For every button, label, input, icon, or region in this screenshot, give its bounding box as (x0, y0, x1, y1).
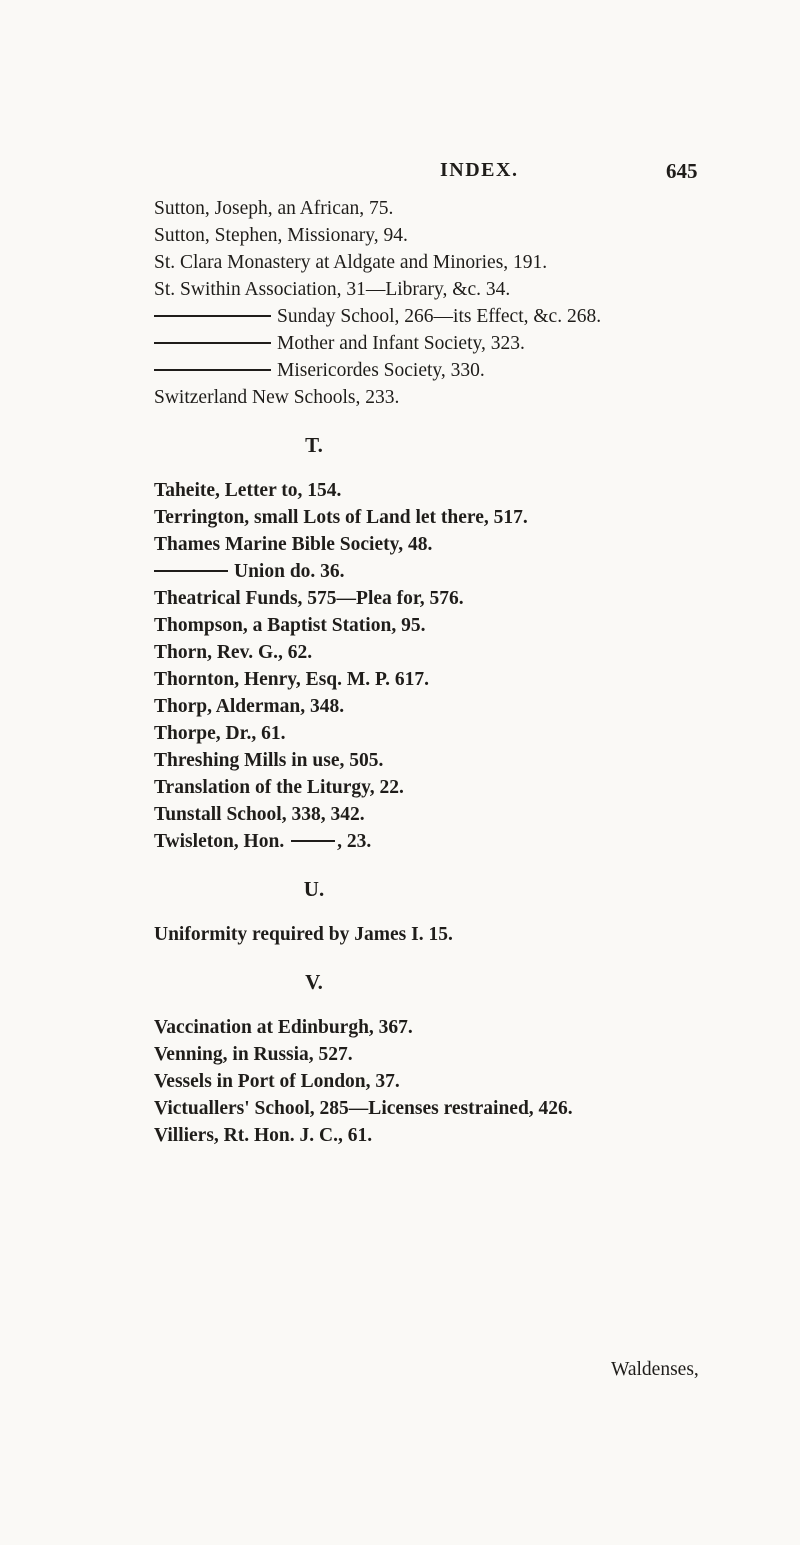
index-entry: Terrington, small Lots of Land let there, 517. (154, 507, 528, 528)
index-entry: Sutton, Stephen, Missionary, 94. (154, 225, 408, 246)
index-entry-text: Twisleton, Hon. (154, 831, 285, 852)
index-entry: Thorn, Rev. G., 62. (154, 642, 313, 663)
index-entry: Thorpe, Dr., 61. (154, 723, 286, 744)
running-head (0, 159, 800, 185)
catchword: Waldenses, (611, 1359, 699, 1380)
index-entry: Thorp, Alderman, 348. (154, 696, 345, 717)
blank-rule (291, 840, 335, 842)
index-subentry (154, 330, 754, 357)
section-letter-v: V. (305, 970, 323, 994)
index-entry: Villiers, Rt. Hon. J. C., 61. (154, 1125, 373, 1146)
index-entry: Vessels in Port of London, 37. (154, 1071, 400, 1092)
index-subentry (154, 303, 754, 330)
index-entry: St. Clara Monastery at Aldgate and Minories, 191. (154, 252, 548, 273)
index-entry-text: , 23. (337, 831, 372, 852)
index-entry: Taheite, Letter to, 154. (154, 480, 342, 501)
index-entry: Sutton, Joseph, an African, 75. (154, 198, 394, 219)
index-subentry (154, 558, 754, 585)
index-entry (154, 828, 754, 855)
index-entry: Thames Marine Bible Society, 48. (154, 534, 433, 555)
index-entry: Tunstall School, 338, 342. (154, 804, 365, 825)
index-entry: Translation of the Liturgy, 22. (154, 777, 404, 798)
index-entry: Switzerland New Schools, 233. (154, 387, 400, 408)
index-entry: Thompson, a Baptist Station, 95. (154, 615, 426, 636)
page-number: 645 (666, 159, 698, 183)
index-subentry-text: Sunday School, 266—its Effect, &c. 268. (277, 306, 602, 327)
index-subentry (154, 357, 754, 384)
section-letter-u: U. (303, 877, 325, 901)
index-entry: Threshing Mills in use, 505. (154, 750, 384, 771)
index-subentry-text: Misericordes Society, 330. (277, 360, 485, 381)
section-letter-t: T. (305, 433, 323, 457)
ditto-rule (154, 315, 271, 317)
index-entry: Uniformity required by James I. 15. (154, 924, 453, 945)
index-subentry-text: Union do. 36. (234, 561, 345, 582)
ditto-rule (154, 342, 271, 344)
index-entry: Victuallers' School, 285—Licenses restrained, 426. (154, 1098, 573, 1119)
index-entries (154, 195, 754, 1149)
index-entry: St. Swithin Association, 31—Library, &c. 34. (154, 279, 511, 300)
running-head-title: INDEX. (440, 159, 519, 181)
index-entry: Theatrical Funds, 575—Plea for, 576. (154, 588, 464, 609)
ditto-rule (154, 369, 271, 371)
index-entry: Venning, in Russia, 527. (154, 1044, 353, 1065)
index-subentry-text: Mother and Infant Society, 323. (277, 333, 525, 354)
index-entry: Vaccination at Edinburgh, 367. (154, 1017, 413, 1038)
ditto-rule (154, 570, 228, 572)
index-entry: Thornton, Henry, Esq. M. P. 617. (154, 669, 430, 690)
